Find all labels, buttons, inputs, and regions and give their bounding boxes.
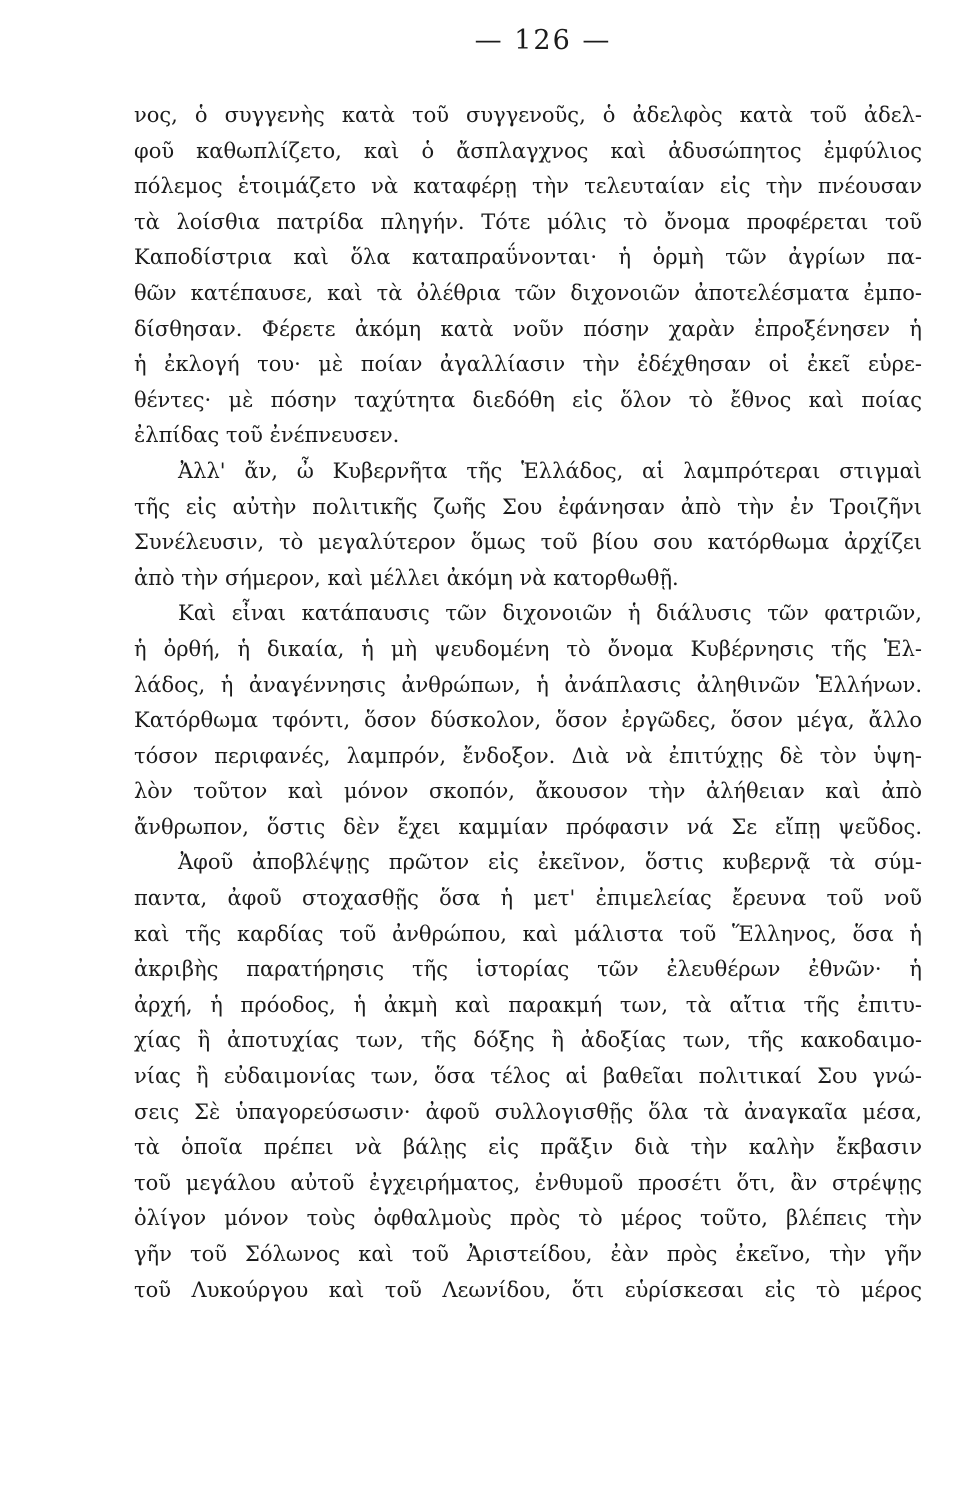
body-text (134, 98, 922, 1308)
text-line: πόλεμος ἑτοιμάζετο νὰ καταφέρῃ τὴν τελευταίαν εἰς τὴν πνέουσαν (134, 174, 922, 199)
text-line: χίας ἢ ἀποτυχίας των, τῆς δόξης ἢ ἀδοξίας των, τῆς κακοδαιμο- (134, 1028, 922, 1053)
text-line: καὶ τῆς καρδίας τοῦ ἀνθρώπου, καὶ μάλιστα τοῦ Ἕλληνος, ὅσα ἡ (134, 921, 922, 946)
text-line: νίας ἢ εὐδαιμονίας των, ὅσα τέλος αἱ βαθεῖαι πολιτικαί Σου γνώ- (134, 1064, 922, 1089)
text-line: Καποδίστρια καὶ ὅλα καταπραΰνονται· ἡ ὁρμὴ τῶν ἀγρίων πα- (134, 245, 922, 270)
text-line: ἀρχή, ἡ πρόοδος, ἡ ἀκμὴ καὶ παρακμή των, τὰ αἴτια τῆς ἐπιτυ- (134, 992, 922, 1017)
text-line: τοῦ μεγάλου αὐτοῦ ἐγχειρήματος, ἐνθυμοῦ προσέτι ὅτι, ἂν στρέψῃς (134, 1170, 922, 1195)
text-line: τῆς εἰς αὐτὴν πολιτικῆς ζωῆς Σου ἐφάνησαν ἀπὸ τὴν ἐν Τροιζῆνι (134, 494, 922, 519)
text-line: φοῦ καθωπλίζετο, καὶ ὁ ἄσπλαγχνος καὶ ἀδυσώπητος ἐμφύλιος (134, 138, 922, 163)
text-line: ἀκριβὴς παρατήρησις τῆς ἱστορίας τῶν ἐλευθέρων ἐθνῶν· ἡ (134, 957, 922, 982)
text-line: τὰ λοίσθια πατρίδα πληγήν. Τότε μόλις τὸ ὄνομα προφέρεται τοῦ (134, 209, 922, 234)
text-line: Συνέλευσιν, τὸ μεγαλύτερον ὅμως τοῦ βίου σου κατόρθωμα ἀρχίζει (134, 530, 922, 555)
text-line: τόσον περιφανές, λαμπρόν, ἔνδοξον. Διὰ νὰ ἐπιτύχῃς δὲ τὸν ὑψη- (134, 743, 922, 768)
text-line: λὸν τοῦτον καὶ μόνον σκοπόν, ἄκουσον τὴν ἀλήθειαν καὶ ἀπὸ (134, 779, 922, 804)
text-line: Ἀλλ' ἄν, ὦ Κυβερνῆτα τῆς Ἑλλάδος, αἱ λαμπρότεραι στιγμαὶ (178, 458, 922, 483)
text-line: ἐλπίδας τοῦ ἐνέπνευσεν. (134, 423, 400, 448)
text-line: τὰ ὁποῖα πρέπει νὰ βάλῃς εἰς πρᾶξιν διὰ τὴν καλὴν ἔκβασιν (134, 1135, 922, 1160)
text-line: Κατόρθωμα τφόντι, ὅσον δύσκολον, ὅσον ἐργῶδες, ὅσον μέγα, ἄλλο (134, 708, 922, 733)
text-line: νος, ὁ συγγενὴς κατὰ τοῦ συγγενοῦς, ὁ ἀδελφὸς κατὰ τοῦ ἀδελ- (134, 103, 922, 127)
text-line: λάδος, ἡ ἀναγέννησις ἀνθρώπων, ἡ ἀνάπλασις ἀληθινῶν Ἑλλήνων. (134, 672, 922, 697)
text-line: δίσθησαν. Φέρετε ἀκόμη κατὰ νοῦν πόσην χαρὰν ἐπροξένησεν ἡ (134, 316, 922, 341)
text-line: Ἀφοῦ ἀποβλέψῃς πρῶτον εἰς ἐκεῖνον, ὅστις κυβερνᾷ τὰ σύμ- (178, 850, 922, 875)
text-line: ὀλίγον μόνον τοὺς ὀφθαλμοὺς πρὸς τὸ μέρος τοῦτο, βλέπεις τὴν (134, 1206, 922, 1231)
text-line: Καὶ εἶναι κατάπαυσις τῶν διχονοιῶν ἡ διάλυσις τῶν φατριῶν, (178, 601, 922, 626)
text-line: θῶν κατέπαυσε, καὶ τὰ ὀλέθρια τῶν διχονοιῶν ἀποτελέσματα ἐμπο- (134, 280, 922, 305)
text-line: τοῦ Λυκούργου καὶ τοῦ Λεωνίδου, ὅτι εὑρίσκεσαι εἰς τὸ μέρος (134, 1277, 922, 1302)
page-number: — 126 — (474, 25, 612, 56)
text-line: γῆν τοῦ Σόλωνος καὶ τοῦ Ἀριστείδου, ἐὰν πρὸς ἐκεῖνο, τὴν γῆν (134, 1242, 922, 1266)
text-line: ἀπὸ τὴν σήμερον, καὶ μέλλει ἀκόμη νὰ κατορθωθῇ. (134, 565, 679, 590)
text-line: ἡ ἐκλογή του· μὲ ποίαν ἀγαλλίασιν τὴν ἐδέχθησαν οἱ ἐκεῖ εὑρε- (134, 352, 922, 377)
text-line: ἡ ὀρθή, ἡ δικαία, ἡ μὴ ψευδομένη τὸ ὄνομα Κυβέρνησις τῆς Ἑλ- (134, 636, 922, 661)
text-line: θέντες· μὲ πόσην ταχύτητα διεδόθη εἰς ὅλον τὸ ἔθνος καὶ ποίας (134, 387, 922, 412)
text-line: ἄνθρωπον, ὅστις δὲν ἔχει καμμίαν πρόφασιν νά Σε εἴπῃ ψεῦδος. (134, 814, 922, 839)
text-line: παντα, ἀφοῦ στοχασθῇς ὅσα ἡ μετ' ἐπιμελείας ἔρευνα τοῦ νοῦ (134, 886, 922, 911)
text-line: σεις Σὲ ὑπαγορεύσωσιν· ἀφοῦ συλλογισθῇς ὅλα τὰ ἀναγκαῖα μέσα, (134, 1099, 922, 1124)
